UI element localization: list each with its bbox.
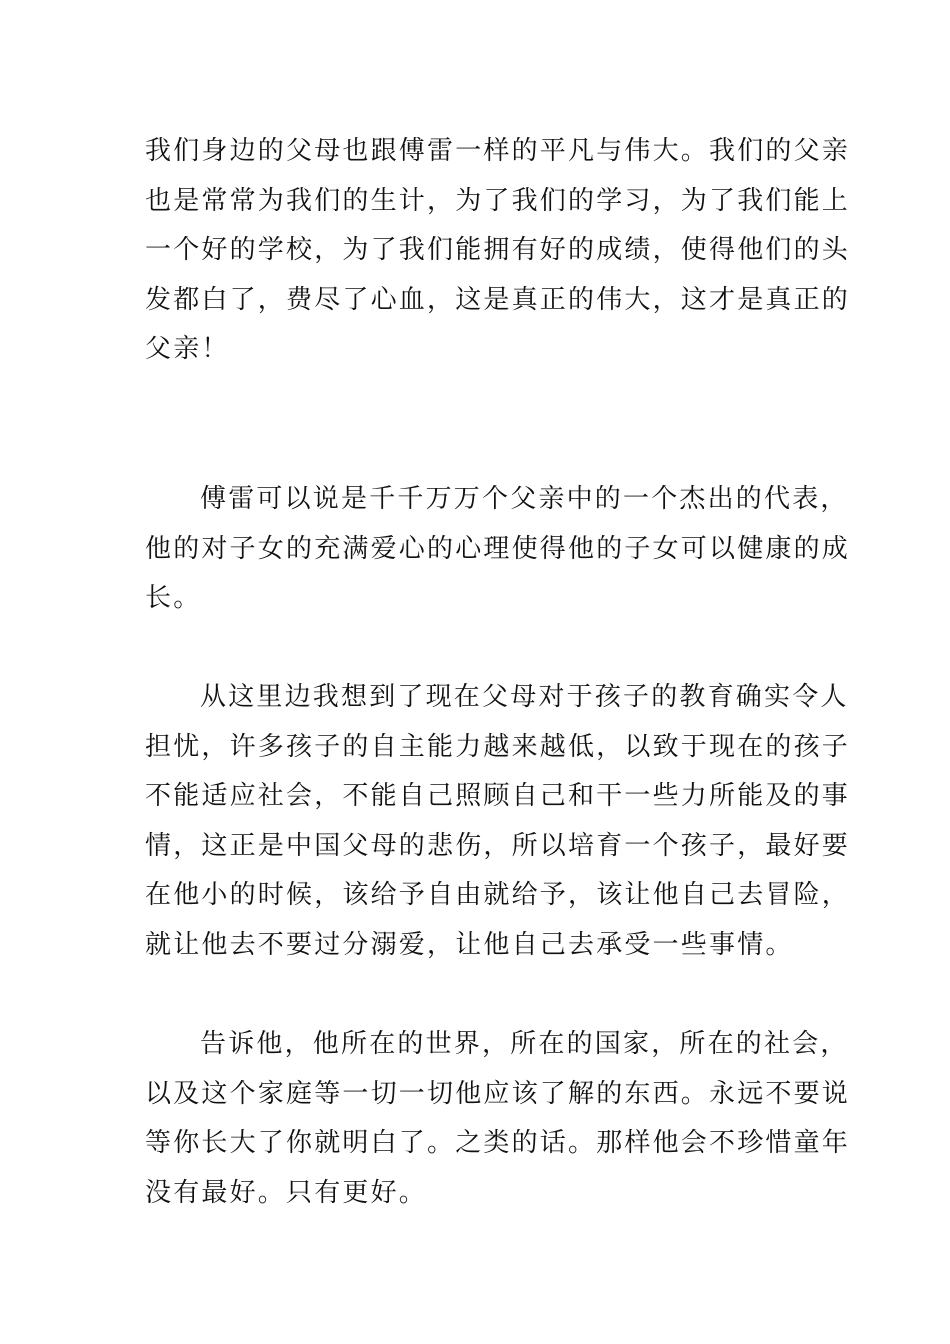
text-line: 没有最好。只有更好。 xyxy=(145,1177,428,1208)
text-line: 担忧，许多孩子的自主能力越来越低，以致于现在的孩子 xyxy=(145,731,851,762)
text-line: 父亲！ xyxy=(145,334,230,364)
text-line: 我们身边的父母也跟傅雷一样的平凡与伟大。我们的父亲 xyxy=(145,136,851,166)
paragraph-3 xyxy=(145,673,851,970)
text-line: 在他小的时候，该给予自由就给予，该让他自己去冒险， xyxy=(145,880,851,910)
paragraph-4 xyxy=(145,1020,851,1218)
text-line: 以及这个家庭等一切一切他应该了解的东西。永远不要说 xyxy=(145,1078,851,1109)
text-line: 发都白了，费尽了心血，这是真正的伟大，这才是真正的 xyxy=(145,284,851,315)
text-line: 长。 xyxy=(145,583,202,613)
paragraph-1 xyxy=(145,127,851,375)
text-line: 告诉他，他所在的世界，所在的国家，所在的社会， xyxy=(200,1029,849,1059)
text-line: 就让他去不要过分溺爱，让他自己去承受一些事情。 xyxy=(145,929,794,960)
paragraph-2 xyxy=(145,475,851,624)
text-line: 从这里边我想到了现在父母对于孩子的教育确实令人 xyxy=(200,682,849,712)
text-line: 等你长大了你就明白了。之类的话。那样他会不珍惜童年 xyxy=(145,1128,851,1158)
text-line: 傅雷可以说是千千万万个父亲中的一个杰出的代表， xyxy=(200,484,849,514)
text-line: 不能适应社会，不能自己照顾自己和干一些力所能及的事 xyxy=(145,781,851,811)
text-line: 一个好的学校，为了我们能拥有好的成绩，使得他们的头 xyxy=(145,235,851,265)
text-line: 也是常常为我们的生计，为了我们的学习，为了我们能上 xyxy=(145,185,851,216)
text-line: 情，这正是中国父母的悲伤，所以培育一个孩子，最好要 xyxy=(145,830,851,861)
text-line: 他的对子女的充满爱心的心理使得他的子女可以健康的成 xyxy=(145,533,851,564)
